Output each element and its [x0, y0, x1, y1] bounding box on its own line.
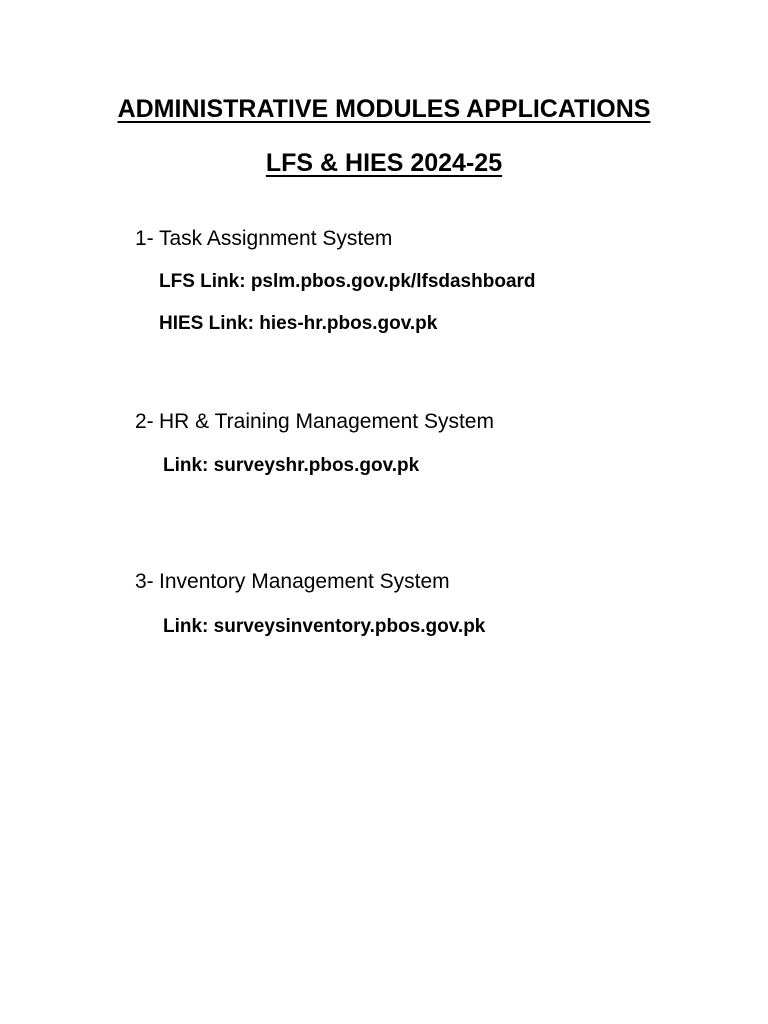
link-label: LFS Link: [159, 271, 251, 292]
section-number: 2- [135, 410, 154, 433]
section-heading-inventory [135, 570, 450, 594]
hies-hr-link[interactable]: hies-hr.pbos.gov.pk [259, 313, 438, 334]
surveys-inventory-link[interactable]: surveysinventory.pbos.gov.pk [213, 616, 486, 637]
link-label: Link: [163, 616, 214, 637]
section-number: 3- [135, 570, 154, 593]
link-label: Link: [163, 455, 214, 476]
surveys-hr-link[interactable]: surveyshr.pbos.gov.pk [213, 455, 420, 476]
section-number: 1- [135, 227, 154, 250]
link-label: HIES Link: [159, 313, 260, 334]
hr-link-line [163, 455, 419, 477]
section-heading-hr-training [135, 410, 494, 434]
lfs-dashboard-link[interactable]: pslm.pbos.gov.pk/lfsdashboard [250, 271, 536, 292]
section-title: Inventory Management System [159, 570, 450, 593]
section-title: HR & Training Management System [159, 410, 494, 433]
section-title: Task Assignment System [159, 227, 393, 250]
page-subtitle: LFS & HIES 2024-25 [265, 149, 503, 177]
lfs-link-line [159, 271, 536, 293]
hies-link-line [159, 313, 437, 335]
inventory-link-line [163, 616, 485, 638]
page-title: ADMINISTRATIVE MODULES APPLICATIONS [117, 95, 651, 123]
section-heading-task-assignment [135, 227, 392, 251]
